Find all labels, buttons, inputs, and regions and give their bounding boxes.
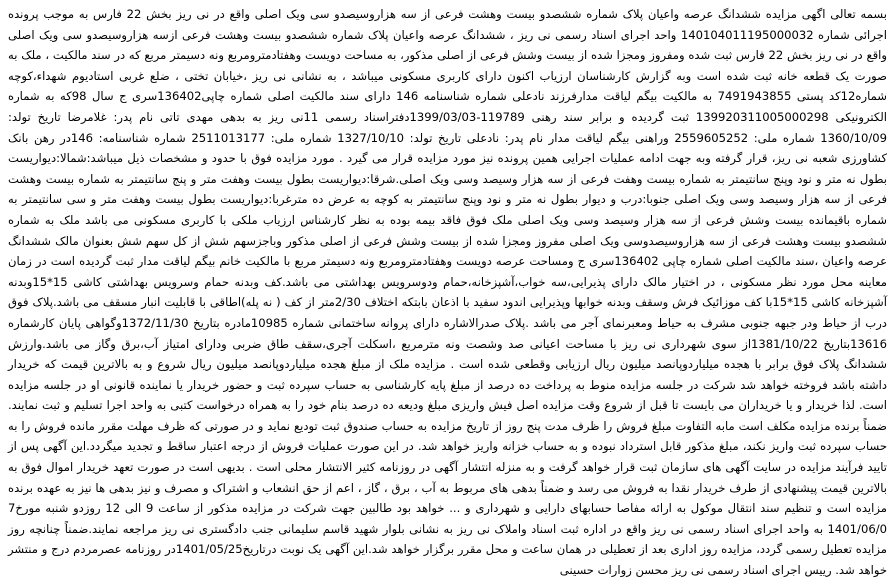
- auction-notice-body: بسمه تعالی اگهی مزایده ششدانگ عرصه واعیان پلاک شماره ششصدو بیست وهشت فرعی از سه هزاروسیصدو سی ویک اصلی واقع در نی ریز بخش 22 فارس به موجب پرونده اجرائی شماره 140104011195000032 واحد اجرای اسناد رسمی نی ریز ، ششدانگ عرصه واعیان پلاک شماره ششصدو بیست وهشت فرعی ازسه هزاروسیصدو سی ویک اصلی واقع در نی ریز بخش 22 فارس ثبت شده ومفروز ومجزا شده از بیست وشش فرعی از اصلی مذکور، به مساحت دویست وهفتادمترومربع ونه دسیمتر مربع که در سند مالکیت ، ملک به صورت یک قطعه خانه ثبت شده است وبه گزارش کارشناسان ارزیاب اکنون دارای کاربری مسکونی میباشد ، به نشانی نی ریز ،خیابان تختی ، ضلع غربی استادیوم شهداء،کوچه شماره12کد پستی 7491943855 به مالکیت بیگم لیاقت مدارفرزند نادعلی شماره شناسنامه 146 دارای سند مالکیت اصلی شماره چاپی136402سری ج سال 98که به شماره الکترونیکی 139920311005000298 ثبت گردیده و برابر سند رهنی 119789-1399/03/03دفتراسناد رسمی 11نی ریز به بدهی مهدی تاتی نام پدر: غلامرضا تاریخ تولد: 1360/10/09 شماره ملی: 2559605252 وراهنی بیگم لیاقت مدار نام پدر: نادعلی تاریخ تولد: 1327/10/10 شماره ملی: 2511013177 شماره شناسنامه: 146در رهن بانک کشاورزی شعبه نی ریز، قرار گرفته وبه جهت ادامه عملیات اجرایی همین پرونده نیز مورد مزایده قرار می گیرد . مورد مزایده فوق با حدود و مشخصات ذیل میباشد:شمالا:دیواریست بطول نه متر و نود وپنج سانتیمتر به شماره بیست وهفت فرعی از سه هزار وسیصد وسی ویک اصلی.شرقا:دیواریست بطول بیست وهفت متر و پنج سانتیمتر به شماره بیست وهشت فرعی از سه هزار وسیصد وسی ویک اصلی جنوبا:درب و دیوار بطول نه متر و نود وپنج سانتیمتر به کوچه به عرض ده مترغربا:دیواریست بطول بیست وهفت متر و سی سانتیمتر به شماره باقیمانده بیست وشش فرعی از سه هزار وسیصد وسی ویک اصلی ملک فوق فاقد بیمه بوده به نظر کارشناس ارزیاب ملکی با کاربری مسکونی می باشد ملک به شماره ششصدو بیست وهشت فرعی از سه هزاروسیصدوسی ویک اصلی مفروز ومجزا شده از بیست وشش فرعی از اصلی مذکور وباجزسهم شش از کل سهم شش بعنوان مالک ششدانگ عرصه واعیان ،سند مالکیت اصلی شماره چاپی 136402سری ج ومساحت عرصه دویست وهفتادمترومربع ونه دسیمتر مربع با مالکیت خانم بیگم لیاقت مدار ثبت گردیده است در زمان معاینه محل مورد نظر مسکونی ، در اختیار مالک دارای پذیرایی،سه خواب،آشپزخانه،حمام ودوسرویس بهداشتی می باشد.کف وبدنه حمام وسرویس بهداشتی کاشی 15*15وبدنه آشپزخانه کاشی 15*15با کف موزائیک فرش وسقف وبدنه خوابها وپذیرایی اندود سفید با اذعان بابتکه اختلاف 2/30متر از کف ( نه پله)اطاقی با قابلیت انبار مسقف می باشد.پلاک فوق درب از حیاط ودر جبهه جنوبی مشرف به حیاط ومعبرنمای آجر می باشد .پلاک صدرالاشاره دارای پروانه ساختمانی شماره 10985مادره بتاریخ 1372/11/30وگواهی پایان کارشماره 13616بتاریخ 1381/10/22از سوی شهرداری نی ریز با مساحت اعیانی صد وشصت ونه مترمربع ،اسکلت آجری،سقف طاق ضربی ودارای امتیاز آب،برق وگاز می باشد.وارزش ششدانگ پلاک فوق برابر با هجده میلیاردوپانصد میلیون ریال ارزیابی وقطعی شده است . مزایده ملک از مبلغ هجده میلیاردوپانصد میلیون ریال شروع و به بالاترین قیمت که خریدار داشته باشد فروخته خواهد شد شرکت در جلسه مزایده منوط به پرداخت ده درصد از مبلغ پایه کارشناسی به حساب سپرده ثبت و حضور خریدار یا نماینده قانونی او در جلسه مزایده است. لذا خریدار و یا خریداران می بایست تا قبل از شروع وقت مزایده اصل فیش واریزی مبلغ ودیعه ده درصد بنام خود را به همراه درخواست کتبی به واحد اجرا تسلیم و ثبت نمایند. ضمناً برنده مزایده مکلف است مابه التفاوت مبلغ فروش را ظرف مدت پنج روز از تاریخ مزایده به حساب صندوق ثبت تودیع نماید و در صورتی که ظرف مهلت مقرر مانده فروش را به حساب سپرده ثبت واریز نکند، مبلغ مذکور قابل استرداد نبوده و به حساب خزانه واریز خواهد شد. در این صورت عملیات فروش از درجه اعتبار ساقط و تجدید میگردد.این آگهی پس از تایید فرآیند مزایده در سایت آگهی های سازمان ثبت قرار خواهد گرفت و به منزله انتشار آگهی در روزنامه کثیر الانتشار محلی است . بدیهی است در صورت تعهد خریدار اموال فوق به بالاترین قیمت پیشنهادی از طرف خریدار نقدا به فروش می رسد و ضمناً بدهی های مربوط به آب ، برق ، گاز ، اعم از حق انشعاب و اشتراک و مصرف و نیز بدهی ها نیز به عهده برنده مزایده است و تنظیم سند انتقال موکول به ارائه مفاصا حسابهای دارایی و شهرداری و ... خواهد بود طالبین جهت شرکت در مزایده مذکور از ساعت 9 الی 12 روزدو شنبه مورخ7 1401/06/0 به واحد اجرای اسناد رسمی نی ریز واقع در اداره ثبت اسناد واملاک نی ریز به نشانی بلوار شهید قاسم سلیمانی جنب دادگستری نی ریز مراجعه نمایند.ضمناً چنانچه روز مزایده تعطیل رسمی گردد، مزایده روز اداری بعد از تعطیلی در همان ساعت و محل مقرر برگزار خواهد شد.این آگهی یک نوبت درتاریخ1401/05/25در روزنامه عصرمردم درج و منتشر خواهد شد. رییس اجرای اسناد رسمی نی ریز محسن زوارات حسینی: [8, 7, 888, 578]
